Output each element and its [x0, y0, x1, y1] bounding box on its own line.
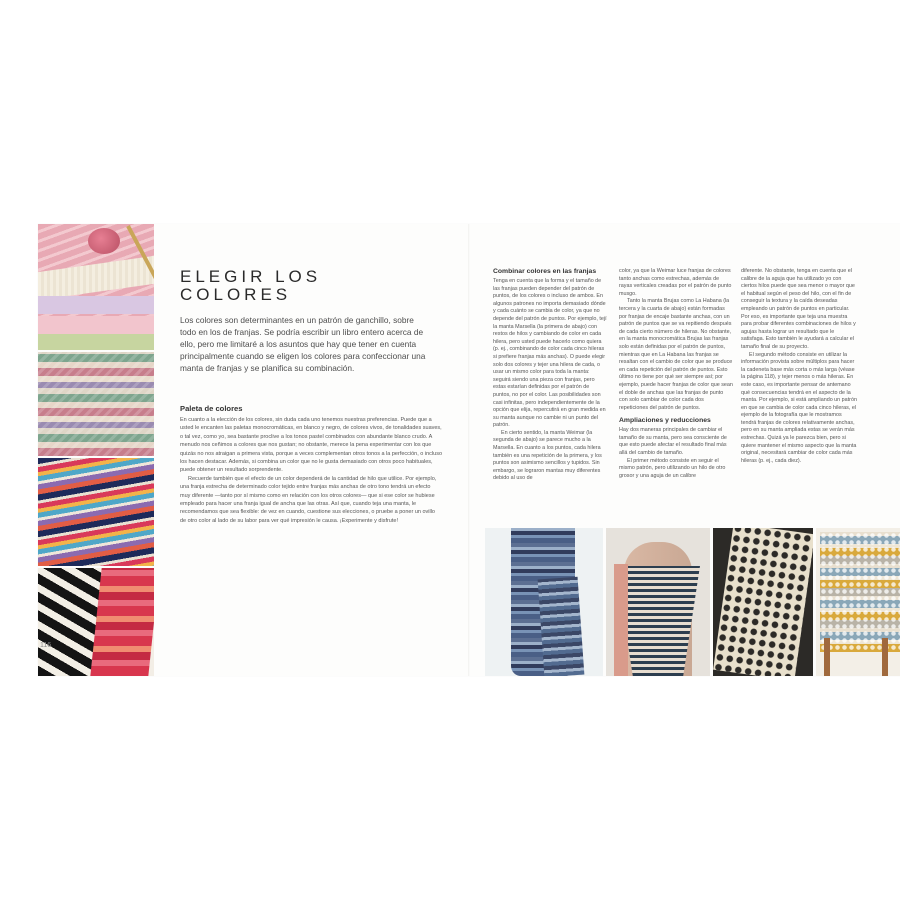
photo-strip-left	[38, 224, 154, 676]
text-column-3	[741, 268, 857, 465]
paragraph: Recuerde también que el efecto de un color dependerá de la cantidad de hilo que utilice. Por ejemplo, una franja estrecha de determinado color tejido entre franjas más anchas de otro tono tendrá un efecto muy diferente —tanto por sí mismo como en relación con los otros colores— que si ese color se hubiese empleado para hacer una franja igual de ancha que las otras. Así que, cuando teja una manta, le recomendamos que sea flexible: de vez en cuando, cuestione sus elecciones, o pruebe a poner un ovillo de otro color al lado de su labor para ver qué impresión le causa. ¡Experimente y disfrute!	[180, 475, 437, 524]
photo-pink-blanket	[38, 224, 154, 350]
section-heading-stripes: Combinar colores en las franjas	[493, 268, 597, 275]
page-number: 116	[40, 642, 52, 649]
page-title	[180, 268, 400, 304]
photo-row-blankets	[485, 528, 900, 676]
book-spread	[38, 224, 900, 676]
left-page	[38, 224, 469, 676]
yarn-ball-icon	[88, 228, 120, 254]
photo-black-red-blanket	[38, 568, 154, 676]
title-line-1: ELEGIR LOS	[180, 267, 322, 286]
photo-havana-blanket	[816, 528, 900, 676]
paragraph: En cierto sentido, la manta Weimar (la segunda de abajo) se parece mucho a la Marsella. En cuanto a los puntos, cada hilera también es una repetición de la primera, y los puntos son asimismo sencillos y tupidos. Sin embargo, se lograron mantas muy diferentes debido al uso de	[493, 429, 602, 482]
intro-paragraph: Los colores son determinantes en un patrón de ganchillo, sobre todo en los de franjas. Se podría escribir un libro entero acerca de ello, pero me limitaré a los asuntos que hay que tener en cuenta principalmente cuando se eligen los colores para confeccionar una manta de franjas y se planifica su combinación.	[180, 315, 426, 373]
paragraph: Hay dos maneras principales de cambiar el tamaño de su manta, pero sea consciente de que esto puede afectar el resultado final más allá del cambio de tamaño.	[619, 427, 727, 457]
section-heading-palette: Paleta de colores	[180, 404, 243, 413]
paragraph: diferente. No obstante, tenga en cuenta que el calibre de la aguja que ha utilizado yo con ciertos hilos puede que sea menor o mayor que el habitual según el peso del hilo, con el fin de conseguir la textura y la caída deseadas empleando un patrón de puntos en particular. Por eso, es importante que teja una muestra para probar diferentes combinaciones de hilos y agujas hasta lograr un resultado que le satisfaga. Esto también le ayudará a calcular el tamaño final de su proyecto.	[741, 268, 856, 350]
paragraph: En cuanto a la elección de los colores, sin duda cada uno tenemos nuestras preferencias. Puede que a usted le encanten las paletas monocromáticas, en blanco y negro, de colores vivos, de tonalidades suaves, o tal vez, como yo, sea bastante proclive a los tonos pastel combinados con abundante blanco crudo. A menudo nos ceñimos a colores que nos gustan; no obstante, merece la pena experimentar con los que quizás no nos atraigan a primera vista, porque a veces complementan otros tonos a la perfección, o incluso los hacen destacar. Además, si combina un color que no le gusta demasiado con otros poco habituales, puede obtener un resultado sorprendente.	[180, 417, 443, 474]
title-line-2: COLORES	[180, 285, 292, 304]
photo-blue-scarf	[485, 528, 603, 676]
paragraph: El segundo método consiste en utilizar la información provista sobre múltiplos para hacer la cadeneta base más corta o más larga (véase la página 118), y tejer menos o más hileras. En este caso, es importante pensar de antemano qué consecuencias tendrá en el aspecto de la manta. Por ejemplo, si está ampliando un patrón en que se cambia de color cada cinco hileras, el ejemplo de la fotografía que le mostramos tendrá franjas de colores relativamente anchas, pero en su manta ampliada estas se verán más estrechas. Quizá ya le parezca bien, pero si quiere mantener el mismo aspecto que la manta original, necesitará cambiar de color cada más hileras (p. ej., cada diez).	[741, 351, 857, 464]
photo-lace-blanket	[713, 528, 813, 676]
text-column-2	[619, 268, 733, 480]
right-page	[469, 224, 900, 676]
body-text-left	[180, 416, 442, 525]
text-column-1	[493, 268, 607, 483]
paragraph: color, ya que la Weimar luce franjas de colores tanto anchas como estrechas, además de rayas verticales creadas por el patrón de punto musgo.	[619, 268, 732, 297]
paragraph: Tenga en cuenta que la forma y el tamaño de las franjas pueden depender del patrón de puntos, de los colores o incluso de ambos. En algunos patrones no importa demasiado dónde y cada cuánto se cambia de color, ya que no depende del patrón de puntos. Por ejemplo, tejí la manta Marsella (la primera de abajo) con restos de hilos y cambiando de color en cada hilera, pero usted puede hacerlo como quiera (p. ej., combinando de color cada cinco hileras si prefiere franjas más anchas). O puede elegir solo dos colores y tejer una hilera de cada, o usar un mismo color para toda la manta: seguirá siendo una pieza con franjas, pero estas estarían definidas por el patrón de puntos, no por el color. Las posibilidades son casi infinitas, pero independientemente de la opción que elija, repercutirá en gran medida en su manta aunque no cambie ni un punto del patrón.	[493, 278, 607, 429]
paragraph: Tanto la manta Brujas como La Habana (la tercera y la cuarta de abajo) están formadas por franjas de encaje bastante anchas, con un patrón de puntos que se va repitiendo después de cada cierto número de hileras. No obstante, en la manta monocromática Brujas las franjas solo están definidas por el patrón de puntos, mientras que en La Habana las franjas se resaltan con el cambio de color que se produce en cada repetición del patrón de puntos. Esto último no tiene por qué ser siempre así; por ejemplo, puede hacer franjas de color que sean el doble de anchas que las franjas de punto con solo cambiar de color cada dos repeticiones del patrón de puntos.	[619, 298, 733, 411]
section-heading-sizing: Ampliaciones y reducciones	[619, 417, 711, 425]
photo-striped-shawl	[606, 528, 710, 676]
photo-multicolor-stripes	[38, 458, 154, 566]
photo-chevron-blanket	[38, 352, 154, 456]
paragraph: El primer método consiste en seguir el mismo patrón, pero utilizando un hilo de otro grosor y una aguja de un calibre	[619, 457, 726, 479]
